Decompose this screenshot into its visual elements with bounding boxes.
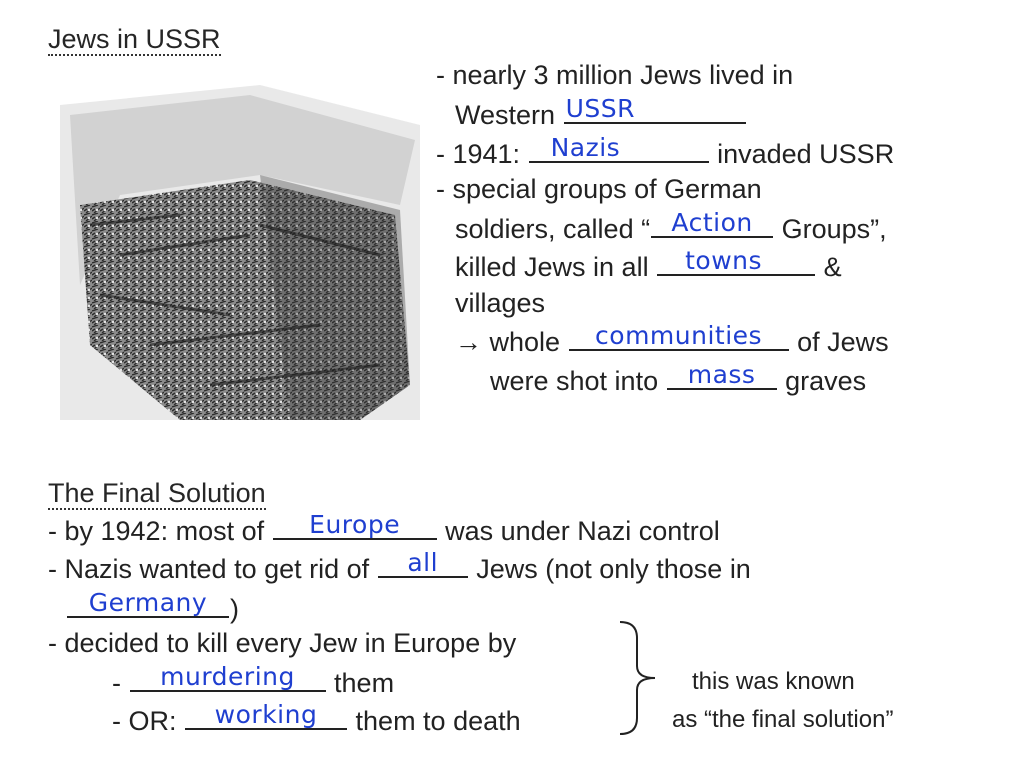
text-fragment: ) bbox=[230, 594, 239, 624]
text-fragment: - 1941: bbox=[436, 139, 521, 169]
text-line bbox=[455, 208, 887, 244]
text-line bbox=[112, 662, 395, 698]
handwritten-answer: communities bbox=[595, 321, 763, 350]
text-fragment: Groups”, bbox=[781, 214, 887, 244]
fill-in-blank bbox=[667, 360, 777, 390]
text-line: villages bbox=[455, 288, 546, 318]
text-line bbox=[490, 360, 867, 396]
handwritten-answer: towns bbox=[685, 246, 763, 275]
handwritten-answer: Europe bbox=[309, 510, 401, 539]
text-fragment: → whole bbox=[455, 327, 561, 357]
text-fragment: soldiers, called “ bbox=[455, 214, 651, 244]
text-fragment: graves bbox=[785, 366, 867, 396]
handwritten-answer: Germany bbox=[88, 588, 208, 617]
fill-in-blank bbox=[564, 94, 746, 124]
text-fragment: - bbox=[112, 668, 121, 698]
fill-in-blank bbox=[529, 133, 709, 163]
handwritten-answer: USSR bbox=[565, 94, 635, 123]
text-line: - nearly 3 million Jews lived in bbox=[436, 60, 794, 90]
fill-in-blank bbox=[651, 208, 773, 238]
mass-grave-photo bbox=[60, 85, 420, 420]
text-line bbox=[112, 700, 521, 736]
text-line: - special groups of German bbox=[436, 174, 762, 204]
text-line bbox=[455, 246, 842, 282]
handwritten-answer: Action bbox=[671, 208, 753, 237]
text-line: - decided to kill every Jew in Europe by bbox=[48, 628, 517, 658]
text-fragment: - by 1942: most of bbox=[48, 516, 265, 546]
text-line bbox=[66, 588, 239, 624]
text-line bbox=[455, 94, 747, 130]
text-fragment: of Jews bbox=[797, 327, 889, 357]
side-note: as “the final solution” bbox=[672, 706, 894, 733]
section-heading-final-solution: The Final Solution bbox=[48, 478, 266, 508]
fill-in-blank bbox=[273, 510, 437, 540]
fill-in-blank bbox=[67, 588, 229, 618]
handwritten-answer: working bbox=[214, 700, 318, 729]
text-fragment: Jews (not only those in bbox=[476, 554, 751, 584]
text-line bbox=[455, 321, 889, 357]
text-fragment: was under Nazi control bbox=[445, 516, 720, 546]
handwritten-answer: Nazis bbox=[550, 133, 621, 162]
fill-in-blank bbox=[378, 548, 468, 578]
text-fragment: killed Jews in all bbox=[455, 252, 649, 282]
curly-brace-icon bbox=[615, 618, 665, 738]
section-heading-ussr: Jews in USSR bbox=[48, 24, 221, 54]
text-fragment: invaded USSR bbox=[717, 139, 895, 169]
fill-in-blank bbox=[657, 246, 815, 276]
handwritten-answer: murdering bbox=[160, 662, 295, 691]
text-fragment: them to death bbox=[355, 706, 521, 736]
fill-in-blank bbox=[569, 321, 789, 351]
text-line bbox=[48, 510, 720, 546]
text-fragment: & bbox=[823, 252, 842, 282]
text-fragment: - OR: bbox=[112, 706, 177, 736]
text-line bbox=[436, 133, 895, 169]
handwritten-answer: all bbox=[407, 548, 439, 577]
text-fragment: were shot into bbox=[490, 366, 659, 396]
text-fragment: them bbox=[334, 668, 395, 698]
fill-in-blank bbox=[185, 700, 347, 730]
text-line bbox=[48, 548, 751, 584]
text-fragment: - Nazis wanted to get rid of bbox=[48, 554, 370, 584]
handwritten-answer: mass bbox=[687, 360, 756, 389]
fill-in-blank bbox=[130, 662, 326, 692]
side-note: this was known bbox=[692, 668, 855, 695]
text-fragment: Western bbox=[455, 100, 556, 130]
